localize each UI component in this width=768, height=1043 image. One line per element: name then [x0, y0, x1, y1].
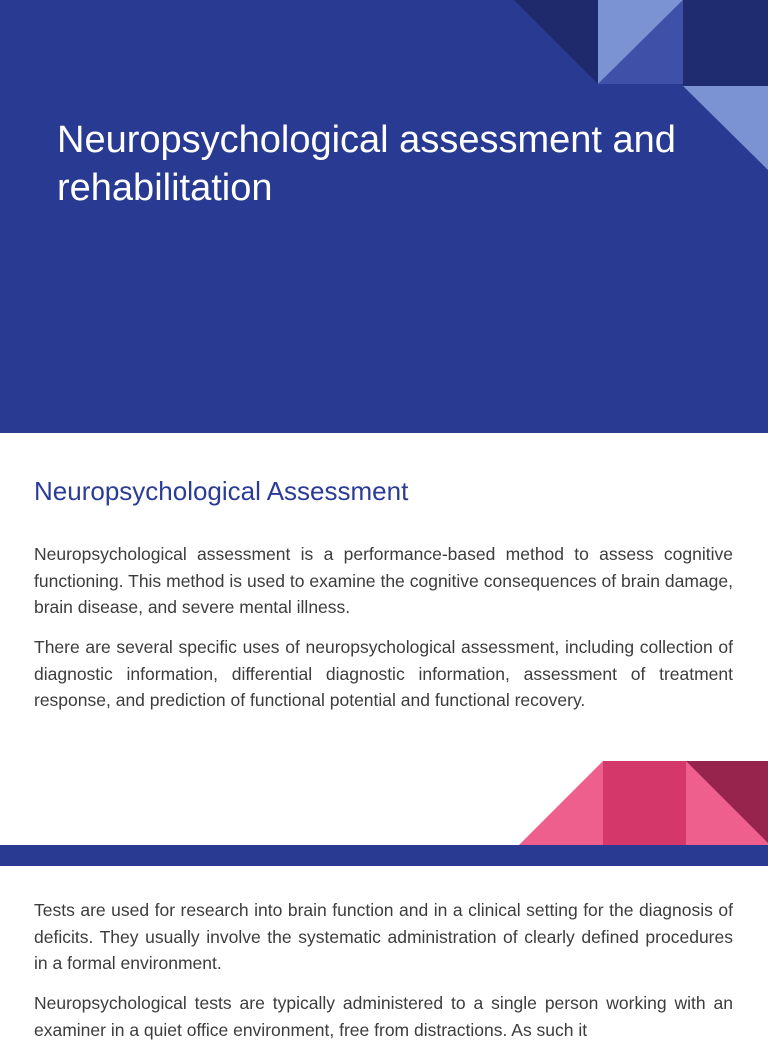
slide-heading: Neuropsychological Assessment [34, 476, 409, 506]
paragraph-tests-administration: Neuropsychological tests are typically administered to a single person working with an examiner in a quiet office environment, free from distractions. As such it [34, 993, 733, 1040]
assessment-slide [0, 433, 768, 845]
navy-square-shape [683, 0, 768, 86]
paragraph-uses: There are several specific uses of neuropsychological assessment, including collection of diagnostic information, differential diagnostic information, assessment of treatment response, and prediction of functional potential and functional recovery. [34, 637, 733, 710]
paragraph-definition: Neuropsychological assessment is a performance-based method to assess cognitive functioning. This method is used to examine the cognitive consequences of brain damage, brain disease, and severe mental illness. [34, 544, 733, 617]
navy-triangle-shape [514, 0, 598, 84]
slide-separator-band [0, 845, 768, 866]
assessment-slide-decoration [0, 433, 768, 845]
pink-triangle-shape [519, 761, 603, 845]
title-slide-decoration [0, 0, 768, 433]
slide-title: Neuropsychological assessment and rehabilitation [57, 119, 676, 209]
tests-slide [0, 866, 768, 1040]
magenta-square-shape [603, 761, 686, 845]
paragraph-tests-purpose: Tests are used for research into brain function and in a clinical setting for the diagnosis of deficits. They usually involve the systematic administration of clearly defined procedures in a formal environment. [34, 900, 733, 973]
title-slide [0, 0, 768, 433]
